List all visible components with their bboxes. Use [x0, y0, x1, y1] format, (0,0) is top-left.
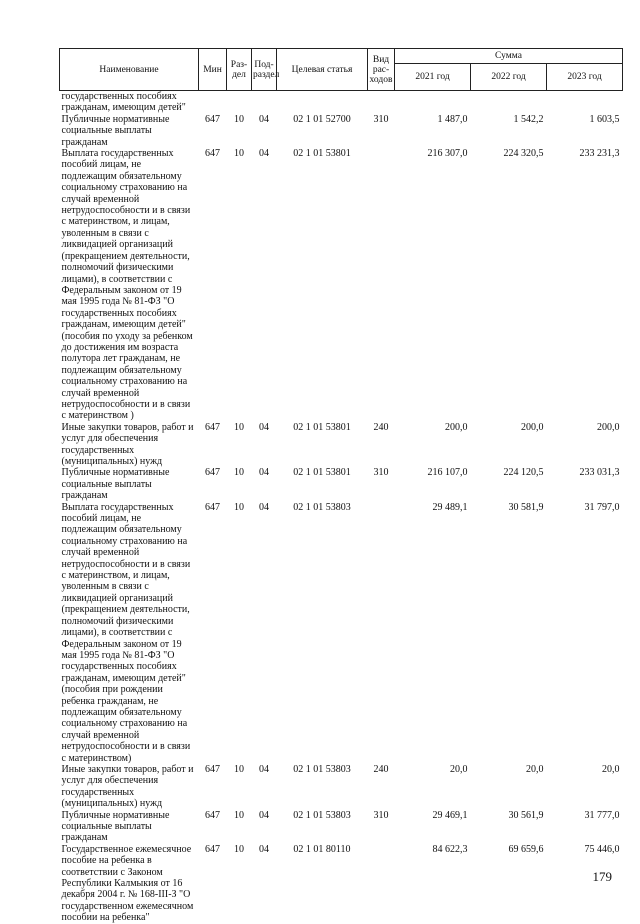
row-vid: 310 [373, 113, 389, 125]
row-2021: 29 469,1 [432, 809, 468, 821]
row-name: Публичные нормативные социальные выплаты гражданам [61, 113, 170, 148]
row-min: 647 [205, 763, 220, 775]
row-min [199, 91, 227, 114]
row-razdel: 10 [234, 843, 244, 855]
row-podrazdel: 04 [259, 501, 269, 513]
table-header [60, 49, 623, 91]
row-2022: 30 581,9 [508, 501, 544, 513]
row-razdel: 10 [234, 148, 244, 160]
row-name: Выплата государственных пособий лицам, не подлежащим обязательному социальному страхованию на случай временной нетрудоспособности и в связи с материнством, и лицам, уволенным в связи с ликвидацией организаций (прекращением деятельности, полномочий физическими лицами), в соответствии с Федеральным законом от 19 мая 1995 года № 81-ФЗ "О государственных пособиях гражданам, имеющим детей" (пособия при рождении ребенка гражданам, не подлежащим обязательному социальному страхованию на случай временной нетрудоспособности и в связи с материнством) [61, 501, 191, 764]
table-row [60, 91, 623, 114]
row-min: 647 [205, 113, 220, 125]
row-2022: 224 320,5 [503, 148, 544, 160]
row-podrazdel: 04 [259, 763, 269, 775]
table-row [60, 810, 623, 844]
row-2023: 31 777,0 [584, 809, 620, 821]
row-razdel [227, 91, 252, 114]
row-min: 647 [205, 421, 220, 433]
row-min: 647 [205, 467, 220, 479]
row-2021: 200,0 [445, 421, 468, 433]
row-podrazdel [252, 91, 277, 114]
row-celevaya: 02 1 01 53803 [293, 501, 351, 513]
row-name: Иные закупки товаров, работ и услуг для обеспечения государственных (муниципальных) нужд [61, 421, 194, 467]
row-min: 647 [205, 501, 220, 513]
row-2023: 31 797,0 [584, 501, 620, 513]
row-min: 647 [205, 148, 220, 160]
row-min: 647 [205, 843, 220, 855]
row-razdel: 10 [234, 421, 244, 433]
row-2021: 216 107,0 [427, 467, 468, 479]
row-celevaya: 02 1 01 52700 [293, 113, 351, 125]
header-min: Мин [199, 49, 227, 91]
row-name: Государственное ежемесячное пособие на ребенка в соответствии с Законом Республики Калмыкия от 16 декабря 2004 г. № 168-III-З "О государственном ежемесячном пособии на ребенка" [61, 843, 194, 924]
header-summa: Сумма [395, 49, 623, 64]
table-row [60, 467, 623, 501]
row-razdel: 10 [234, 113, 244, 125]
row-2022: 69 659,6 [508, 843, 544, 855]
row-2023: 200,0 [597, 421, 620, 433]
row-name: Иные закупки товаров, работ и услуг для обеспечения государственных (муниципальных) нужд [61, 763, 194, 810]
row-vid: 240 [373, 421, 389, 433]
row-vid [368, 148, 395, 422]
row-2021: 84 622,3 [432, 843, 468, 855]
header-2022: 2022 год [471, 64, 547, 91]
row-podrazdel: 04 [259, 809, 269, 821]
row-vid [368, 844, 395, 924]
row-celevaya: 02 1 01 53801 [293, 421, 351, 433]
row-razdel: 10 [234, 467, 244, 479]
row-podrazdel: 04 [259, 113, 269, 125]
row-2022 [471, 91, 547, 114]
header-2023: 2023 год [547, 64, 623, 91]
row-name: Публичные нормативные социальные выплаты гражданам [61, 809, 170, 844]
row-razdel: 10 [234, 763, 244, 775]
row-vid: 310 [373, 809, 389, 821]
row-vid: 240 [373, 763, 389, 775]
row-name: Выплата государственных пособий лицам, не подлежащим обязательному социальному страхованию на случай временной нетрудоспособности и в связи с материнством, и лицам, уволенным в связи с ликвидацией организаций (прекращением деятельности, полномочий физическими лицами), в соответствии с Федеральным законом от 19 мая 1995 года № 81-ФЗ "О государственных пособиях гражданам, имеющим детей" (пособия по уходу за ребенком до достижения им возраста полутора лет гражданам, не подлежащим обязательному социальному страхованию на случай временной нетрудоспособности и в связи с материнством ) [61, 148, 193, 422]
row-2023 [547, 91, 623, 114]
table-row [60, 114, 623, 148]
row-podrazdel: 04 [259, 148, 269, 160]
row-2021: 29 489,1 [432, 501, 468, 513]
row-celevaya [277, 91, 368, 114]
header-celevaya: Целевая статья [277, 49, 368, 91]
row-name: государственных пособиях гражданам, имеющим детей" [61, 91, 186, 114]
row-celevaya: 02 1 01 53801 [293, 467, 351, 479]
header-razdel: Раз-дел [227, 49, 252, 91]
row-2023: 75 446,0 [584, 843, 620, 855]
row-celevaya: 02 1 01 80110 [293, 843, 351, 855]
row-celevaya: 02 1 01 53803 [293, 763, 351, 775]
row-vid [368, 502, 395, 764]
row-vid: 310 [373, 467, 389, 479]
header-name: Наименование [60, 49, 199, 91]
row-2023: 233 031,3 [579, 467, 620, 479]
row-2023: 233 231,3 [579, 148, 620, 160]
header-2021: 2021 год [395, 64, 471, 91]
table-row [60, 502, 623, 764]
page-number: 179 [592, 869, 612, 884]
table-row [60, 844, 623, 924]
row-2022: 1 542,2 [513, 113, 544, 125]
row-min: 647 [205, 809, 220, 821]
row-2022: 30 561,9 [508, 809, 544, 821]
row-podrazdel: 04 [259, 843, 269, 855]
row-2021: 20,0 [450, 763, 468, 775]
budget-table [59, 48, 623, 924]
row-2023: 1 603,5 [589, 113, 620, 125]
row-podrazdel: 04 [259, 421, 269, 433]
row-2023: 20,0 [602, 763, 620, 775]
table-body [60, 91, 623, 924]
row-2022: 200,0 [521, 421, 544, 433]
row-celevaya: 02 1 01 53801 [293, 148, 351, 160]
row-name: Публичные нормативные социальные выплаты гражданам [61, 467, 170, 502]
row-razdel: 10 [234, 809, 244, 821]
table-row [60, 422, 623, 468]
header-podrazdel: Под-раздел [252, 49, 277, 91]
row-2022: 20,0 [526, 763, 544, 775]
row-podrazdel: 04 [259, 467, 269, 479]
header-vid: Вид рас-ходов [368, 49, 395, 91]
row-razdel: 10 [234, 501, 244, 513]
row-2022: 224 120,5 [503, 467, 544, 479]
row-vid [368, 91, 395, 114]
row-2021: 1 487,0 [437, 113, 468, 125]
table-row [60, 148, 623, 422]
table-row [60, 764, 623, 810]
row-celevaya: 02 1 01 53803 [293, 809, 351, 821]
row-2021 [395, 91, 471, 114]
row-2021: 216 307,0 [427, 148, 468, 160]
